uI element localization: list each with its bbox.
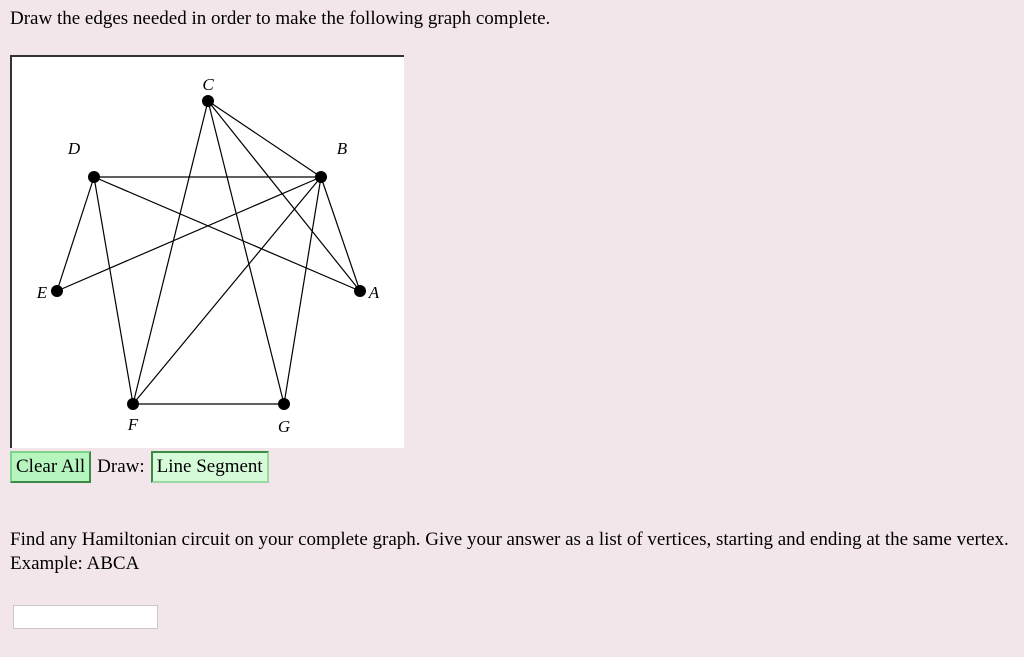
- vertex-G[interactable]: [278, 398, 290, 410]
- vertex-E[interactable]: [51, 285, 63, 297]
- vertex-label-G: G: [277, 417, 291, 436]
- toolbar: [10, 452, 269, 482]
- edge-CG: [208, 101, 284, 404]
- line-segment-button[interactable]: Line Segment: [151, 451, 269, 483]
- graph-edges: [57, 101, 360, 404]
- edge-DE: [57, 177, 94, 291]
- vertex-F[interactable]: [127, 398, 139, 410]
- vertex-B[interactable]: [315, 171, 327, 183]
- edge-CA: [208, 101, 360, 291]
- graph-svg[interactable]: [0, 0, 420, 460]
- vertex-label-D: D: [67, 139, 81, 158]
- answer-input[interactable]: [13, 605, 158, 629]
- vertex-D[interactable]: [88, 171, 100, 183]
- edge-DA: [94, 177, 360, 291]
- question-text: Draw the edges needed in order to make the following graph complete.: [10, 8, 551, 29]
- vertex-label-F: F: [127, 415, 139, 434]
- graph-vertices: [51, 95, 366, 410]
- hamiltonian-prompt: Find any Hamiltonian circuit on your complete graph. Give your answer as a list of vertices, starting and ending at the same vertex. Example: ABCA: [10, 529, 1009, 574]
- edge-BA: [321, 177, 360, 291]
- vertex-label-B: B: [336, 139, 348, 158]
- vertex-A[interactable]: [354, 285, 366, 297]
- vertex-label-C: C: [202, 75, 214, 94]
- edge-DF: [94, 177, 133, 404]
- edge-BG: [284, 177, 321, 404]
- clear-all-button[interactable]: Clear All: [10, 451, 91, 483]
- graph-canvas[interactable]: [10, 55, 404, 448]
- edge-CB: [208, 101, 321, 177]
- draw-label: Draw:: [97, 456, 145, 477]
- vertex-label-A: A: [368, 283, 380, 302]
- vertex-C[interactable]: [202, 95, 214, 107]
- vertex-label-E: E: [36, 283, 48, 302]
- graph-labels: [36, 75, 380, 436]
